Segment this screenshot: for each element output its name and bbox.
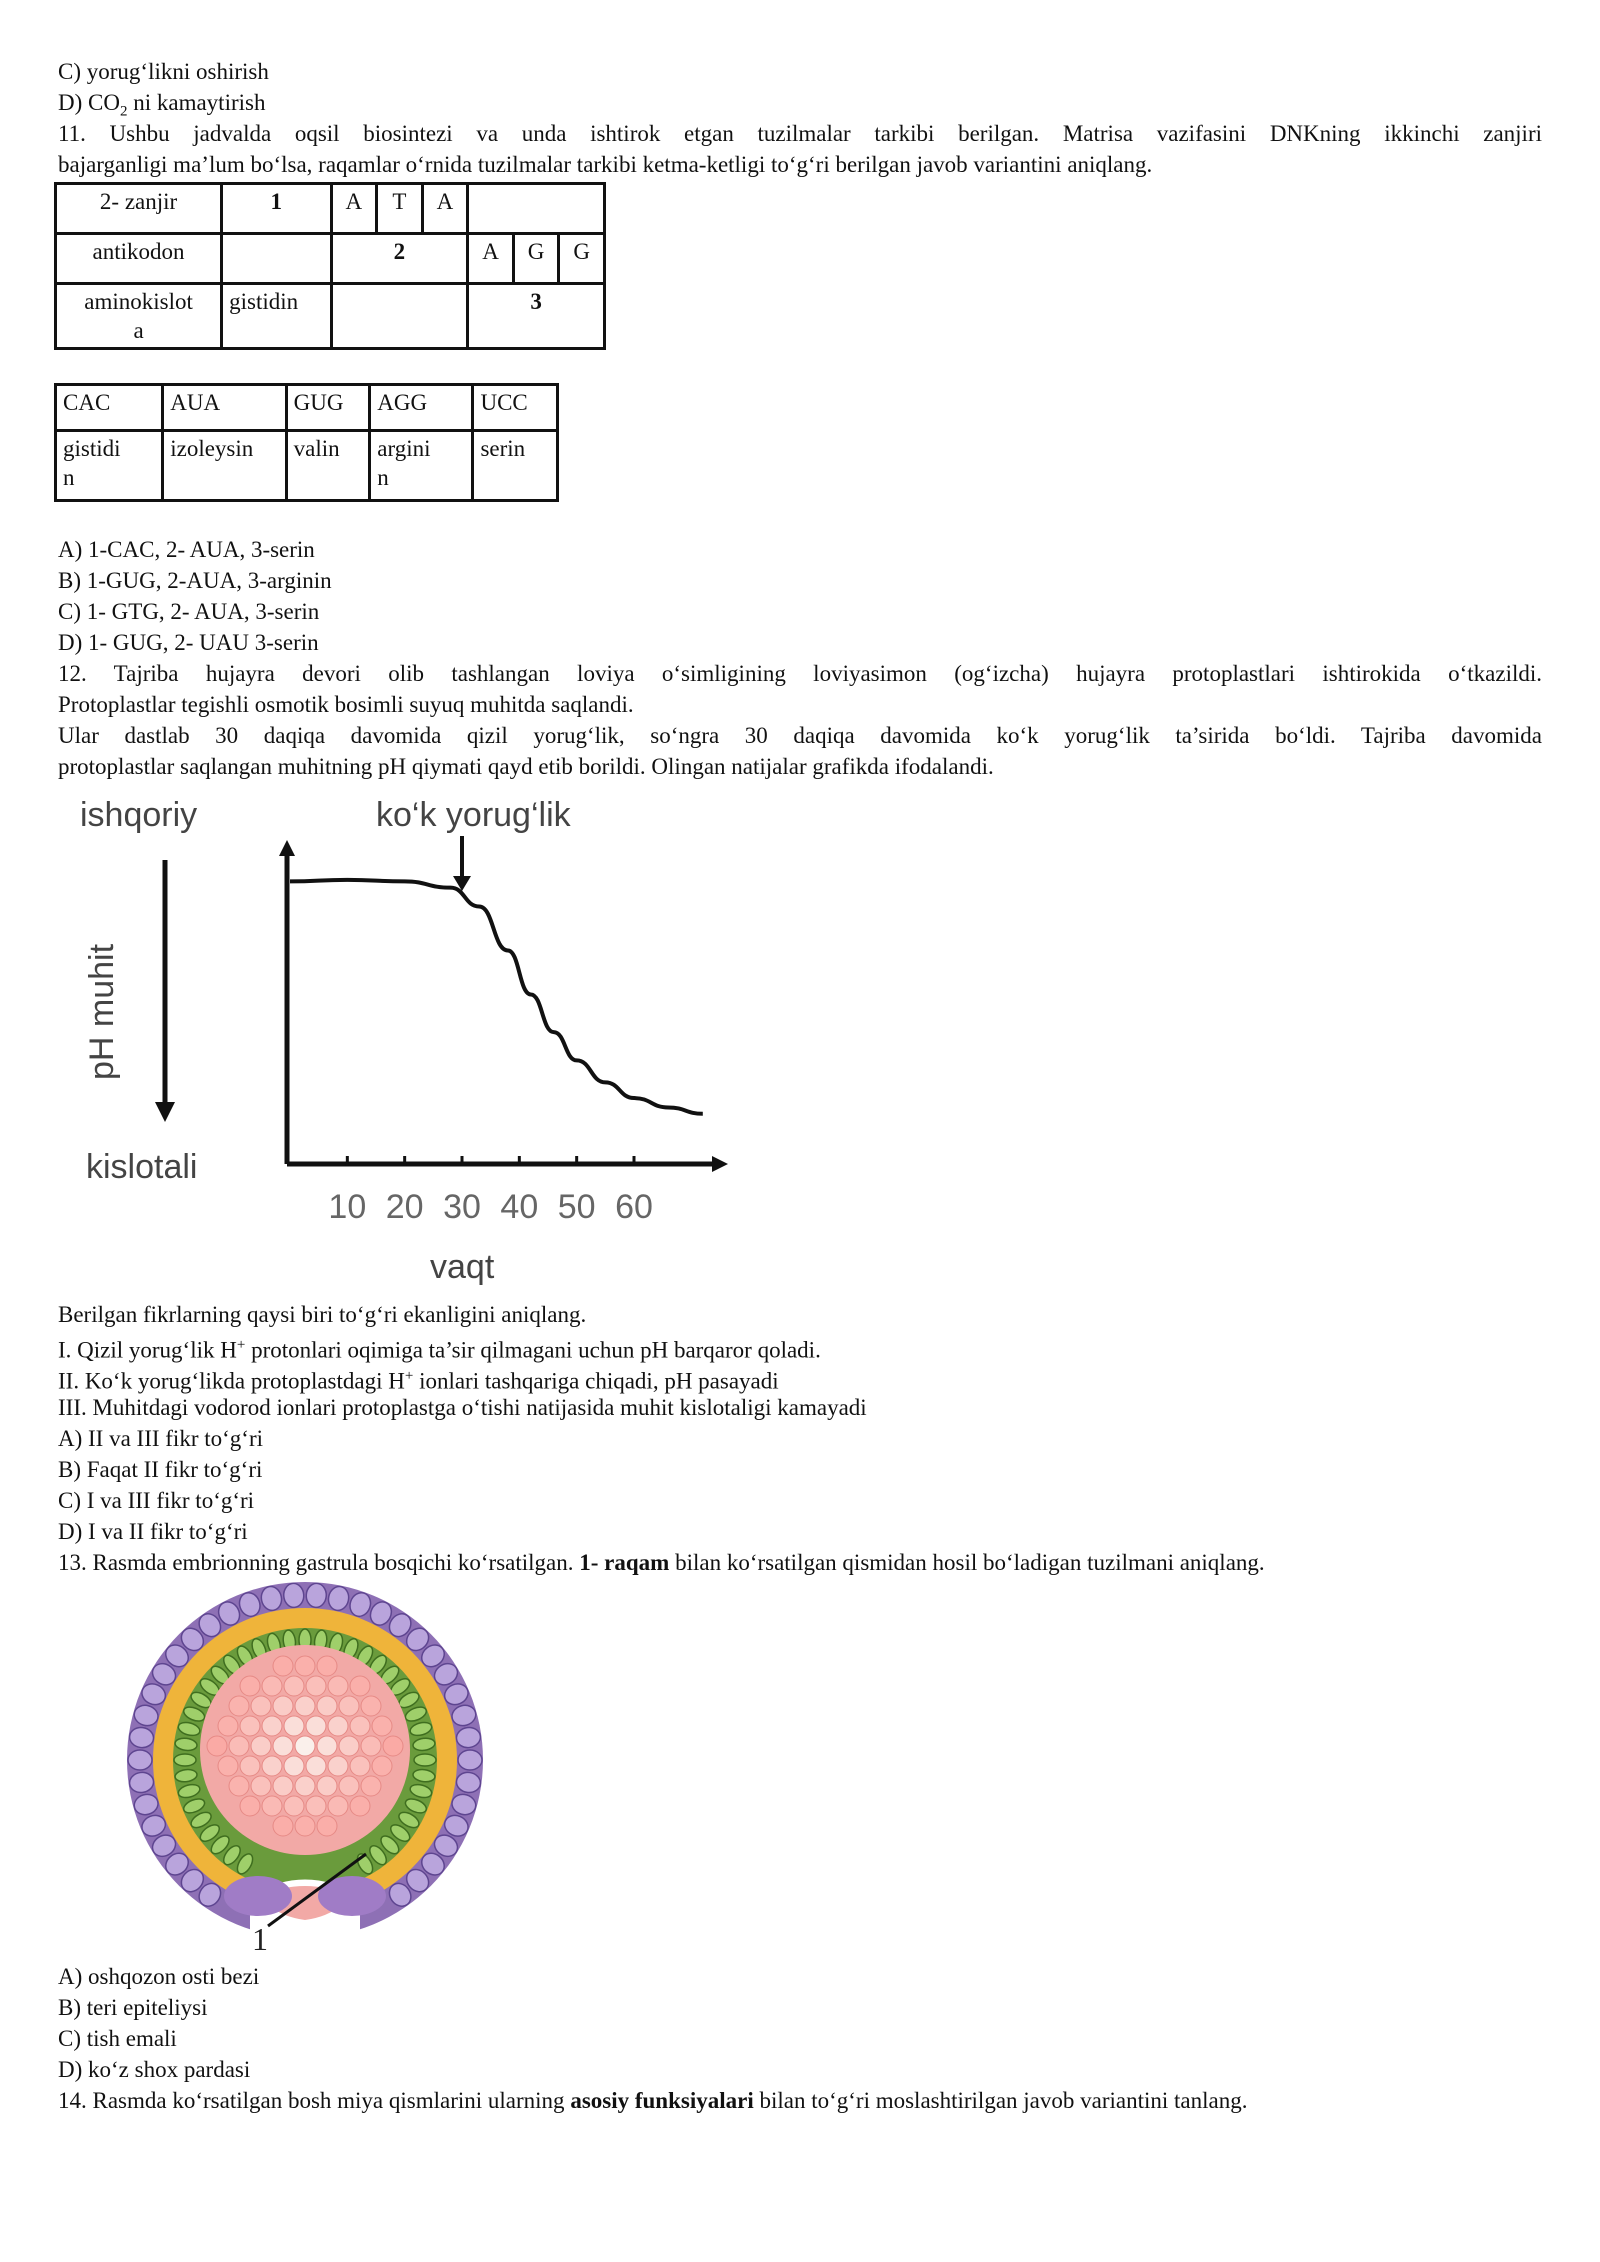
- chart-x-tick-label: 30: [443, 1188, 481, 1226]
- yolk-cell: [350, 1756, 370, 1776]
- yolk-cell: [339, 1696, 359, 1716]
- chart-y-top-label: ishqoriy: [80, 796, 198, 834]
- yolk-cell: [251, 1776, 271, 1796]
- t2-codon-5: UCC: [473, 385, 558, 431]
- option-c-q10: C) yorug‘likni oshirish: [58, 59, 269, 84]
- q14-text-post: bilan to‘g‘ri moslashtirilgan javob variantini tanlang.: [753, 2088, 1248, 2113]
- q12-s2-post: ionlari tashqariga chiqadi, pH pasayadi: [413, 1368, 779, 1394]
- gastrula-lip-left: [224, 1876, 292, 1916]
- q12-text-line1: 12. Tajriba hujayra devori olib tashlangan loviya o‘simligining loviyasimon (og‘izcha) hujayra protoplastlari ishtirokida o‘tkazildi.: [58, 661, 1542, 686]
- gastrula-label-1: 1: [252, 1921, 268, 1957]
- t2-codon-4: AGG: [370, 385, 473, 431]
- yolk-cell: [262, 1756, 282, 1776]
- q12-statement-3: III. Muhitdagi vodorod ionlari protoplastga o‘tishi natijasida muhit kislotaligi kamayadi: [58, 1395, 867, 1420]
- chart-y-bottom-label: kislotali: [86, 1148, 198, 1186]
- yolk-cell: [317, 1656, 337, 1676]
- t2-amino-3: valin: [286, 431, 370, 501]
- yolk-cell: [339, 1736, 359, 1756]
- q11-text-line2: bajarganligi ma’lum bo‘lsa, raqamlar o‘rnida tuzilmalar tarkibi ketma-ketligi to‘g‘ri berilgan javob variantini aniqlang.: [58, 152, 1153, 177]
- ectoderm-cell: [128, 1750, 152, 1770]
- q12-text-line3: Ular dastlab 30 daqiqa davomida qizil yorug‘lik, so‘ngra 30 daqiqa davomida ko‘k yorug‘lik ta’sirida bo‘ldi. Tajriba davomida: [58, 723, 1542, 748]
- q11-table-codons: [54, 383, 559, 502]
- yolk-cell: [328, 1716, 348, 1736]
- q13-text-bold: 1- raqam: [579, 1550, 670, 1575]
- yolk-cell: [207, 1736, 227, 1756]
- yolk-cell: [295, 1816, 315, 1836]
- t2-codon-1: CAC: [56, 385, 163, 431]
- yolk-cell: [229, 1776, 249, 1796]
- yolk-cell: [350, 1796, 370, 1816]
- yolk-cell: [240, 1676, 260, 1696]
- yolk-cell: [361, 1776, 381, 1796]
- t1-r3-num3: 3: [468, 284, 605, 349]
- t1-r2-num2: 2: [331, 234, 468, 284]
- t2-amino-4a: argini: [377, 436, 431, 461]
- yolk-cell: [218, 1716, 238, 1736]
- yolk-cell: [284, 1716, 304, 1736]
- q13-option-a: A) oshqozon osti bezi: [58, 1964, 260, 1989]
- yolk-cell: [361, 1696, 381, 1716]
- yolk-cell: [284, 1676, 304, 1696]
- yolk-cell: [295, 1736, 315, 1756]
- yolk-cell: [295, 1776, 315, 1796]
- t1-r1-empty: [468, 184, 605, 234]
- q12-s1-post: protonlari oqimiga ta’sir qilmagani uchun pH barqaror qoladi.: [245, 1337, 821, 1363]
- yolk-cell: [383, 1736, 403, 1756]
- yolk-cell: [240, 1756, 260, 1776]
- ph-chart: [0, 780, 760, 1300]
- yolk-cell: [284, 1756, 304, 1776]
- t2-codon-3: GUG: [286, 385, 370, 431]
- q12-question: Berilgan fikrlarning qaysi biri to‘g‘ri ekanligini aniqlang.: [58, 1302, 587, 1327]
- yolk-cell: [317, 1736, 337, 1756]
- t1-r3-empty: [331, 284, 468, 349]
- q14-text: [58, 2085, 1247, 2116]
- q11-option-d: D) 1- GUG, 2- UAU 3-serin: [58, 630, 319, 655]
- yolk-cell: [306, 1676, 326, 1696]
- yolk-cell: [328, 1796, 348, 1816]
- yolk-cell: [229, 1696, 249, 1716]
- t1-r3-gistidin: gistidin: [222, 284, 331, 349]
- yolk-cell: [273, 1776, 293, 1796]
- q12-option-b: B) Faqat II fikr to‘g‘ri: [58, 1457, 263, 1482]
- t2-amino-1a: gistidi: [63, 436, 121, 461]
- yolk-cell: [273, 1696, 293, 1716]
- t1-r2-base-a: A: [468, 234, 514, 284]
- endoderm-cell: [174, 1754, 196, 1766]
- q11-option-b: B) 1-GUG, 2-AUA, 3-arginin: [58, 568, 332, 593]
- q11-text-line1: 11. Ushbu jadvalda oqsil biosintezi va unda ishtirok etgan tuzilmalar tarkibi berilgan. Matrisa vazifasini DNKning ikkinchi zanjiri: [58, 121, 1542, 146]
- q12-option-d: D) I va II fikr to‘g‘ri: [58, 1519, 248, 1544]
- yolk-cell: [328, 1676, 348, 1696]
- yolk-cell: [372, 1716, 392, 1736]
- yolk-cell: [273, 1816, 293, 1836]
- yolk-cell: [295, 1656, 315, 1676]
- q13-text-post: bilan ko‘rsatilgan qismidan hosil bo‘ladigan tuzilmani aniqlang.: [669, 1550, 1265, 1575]
- t2-amino-4b: n: [377, 465, 389, 490]
- chart-x-tick-label: 60: [615, 1188, 653, 1226]
- yolk-cell: [262, 1676, 282, 1696]
- t1-r3-label-b: a: [133, 318, 144, 343]
- yolk-cell: [295, 1696, 315, 1716]
- option-d-q10-pre: D) CO: [58, 90, 120, 115]
- q13-text-pre: 13. Rasmda embrionning gastrula bosqichi ko‘rsatilgan.: [58, 1550, 580, 1575]
- chart-ph-direction-arrowhead: [155, 1102, 175, 1122]
- t1-r3-label-a: aminokislot: [84, 289, 193, 314]
- t1-r1-base-t: T: [377, 184, 423, 234]
- chart-x-axis-title: vaqt: [430, 1248, 495, 1286]
- t1-r2-base-g: G: [513, 234, 559, 284]
- t2-codon-2: AUA: [163, 385, 286, 431]
- q14-text-pre: 14. Rasmda ko‘rsatilgan bosh miya qismlarini ularning: [58, 2088, 571, 2113]
- yolk-cell: [306, 1796, 326, 1816]
- yolk-cell: [361, 1736, 381, 1756]
- yolk-cell: [251, 1696, 271, 1716]
- ectoderm-cell: [283, 1583, 305, 1608]
- yolk-cell: [306, 1716, 326, 1736]
- yolk-cell: [317, 1696, 337, 1716]
- q13-text: [58, 1547, 1265, 1578]
- chart-y-axis-arrowhead: [279, 840, 295, 856]
- chart-x-tick-label: 10: [328, 1188, 367, 1226]
- q11-table-dna: [54, 182, 606, 350]
- t1-r1-num1: 1: [222, 184, 331, 234]
- yolk-cell: [284, 1796, 304, 1816]
- t1-r1-label: 2- zanjir: [56, 184, 222, 234]
- t2-amino-5: serin: [473, 431, 558, 501]
- chart-ph-curve: [290, 880, 703, 1114]
- t2-amino-1b: n: [63, 465, 75, 490]
- option-d-q10-post: ni kamaytirish: [127, 90, 266, 115]
- q13-option-b: B) teri epiteliysi: [58, 1995, 208, 2020]
- yolk-cell: [350, 1676, 370, 1696]
- t1-r2-label: antikodon: [56, 234, 222, 284]
- yolk-cell: [251, 1736, 271, 1756]
- yolk-cell: [306, 1756, 326, 1776]
- yolk-cell: [262, 1796, 282, 1816]
- yolk-cell: [317, 1816, 337, 1836]
- q11-option-c: C) 1- GTG, 2- AUA, 3-serin: [58, 599, 320, 624]
- yolk-cell: [262, 1716, 282, 1736]
- yolk-cell: [273, 1736, 293, 1756]
- chart-x-tick-label: 50: [557, 1188, 596, 1226]
- q12-s1-sup: +: [236, 1337, 246, 1353]
- chart-x-tick-label: 20: [385, 1188, 424, 1226]
- yolk-cell: [317, 1776, 337, 1796]
- q12-s2-pre: II. Ko‘k yorug‘likda protoplastdagi H: [58, 1368, 405, 1394]
- q12-s1-pre: I. Qizil yorug‘lik H: [58, 1337, 237, 1363]
- yolk-cell: [240, 1716, 260, 1736]
- t1-r2-base-g2: G: [559, 234, 605, 284]
- chart-x-axis-arrowhead: [712, 1156, 728, 1172]
- t2-amino-4: [370, 431, 473, 501]
- chart-annotation: ko‘k yorug‘lik: [376, 796, 571, 834]
- chart-x-tick-label: 40: [500, 1188, 539, 1226]
- t2-amino-2: izoleysin: [163, 431, 286, 501]
- yolk-cell: [372, 1756, 392, 1776]
- yolk-cell: [218, 1756, 238, 1776]
- yolk-cell: [229, 1736, 249, 1756]
- q13-option-d: D) ko‘z shox pardasi: [58, 2057, 251, 2082]
- yolk-cell: [273, 1656, 293, 1676]
- t1-r1-base-a2: A: [422, 184, 468, 234]
- endoderm-cell: [414, 1754, 436, 1766]
- q12-text-line2: Protoplastlar tegishli osmotik bosimli suyuq muhitda saqlandi.: [58, 692, 634, 717]
- q11-option-a: A) 1-CAC, 2- AUA, 3-serin: [58, 537, 315, 562]
- yolk-cell: [240, 1796, 260, 1816]
- yolk-cell: [328, 1756, 348, 1776]
- q13-option-c: C) tish emali: [58, 2026, 177, 2051]
- chart-y-axis-title: pH muhit: [83, 943, 121, 1080]
- q12-s2-sup: +: [404, 1368, 414, 1384]
- q12-option-a: A) II va III fikr to‘g‘ri: [58, 1426, 263, 1451]
- q12-option-c: C) I va III fikr to‘g‘ri: [58, 1488, 255, 1513]
- yolk-cell: [339, 1776, 359, 1796]
- ectoderm-cell: [458, 1750, 482, 1770]
- t2-amino-1: [56, 431, 163, 501]
- t1-r2-empty: [222, 234, 331, 284]
- t1-r3-label: [56, 284, 222, 349]
- option-d-q10-sub: 2: [119, 103, 128, 120]
- yolk-cell: [350, 1716, 370, 1736]
- q14-text-bold: asosiy funksiyalari: [570, 2088, 754, 2113]
- q12-text-line4: protoplastlar saqlangan muhitning pH qiymati qayd etib borildi. Olingan natijalar grafikda ifodalandi.: [58, 754, 994, 779]
- t1-r1-base-a: A: [331, 184, 377, 234]
- ectoderm-cell: [305, 1583, 327, 1608]
- gastrula-illustration: [100, 1578, 520, 1958]
